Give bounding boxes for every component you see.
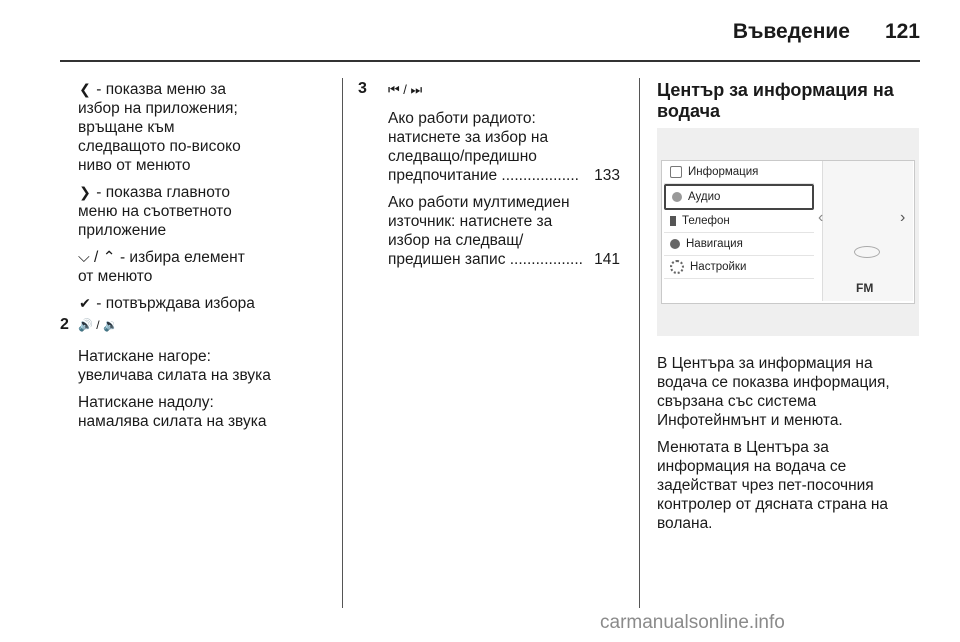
menu-item-info: Информация (664, 161, 814, 184)
seek-icon: ⏮ / ⏭ (388, 82, 423, 97)
info-para-2: Менютата в Центъра за информация на водача се задействат чрез пет-посочния контролер от дясната страна на волана. (657, 439, 889, 532)
item-text: избор на следващ/ (388, 232, 524, 249)
volume-icon: 🔊 / 🔉 (78, 318, 118, 332)
chevron-left-icon: ❮ (79, 81, 91, 97)
item-text: - показва меню за (92, 81, 226, 98)
screen-right-panel (822, 161, 913, 301)
item-text: намалява силата на звука (78, 413, 267, 430)
radio-para (388, 109, 628, 185)
checkmark-icon: ✔ (79, 295, 91, 311)
item-text: Ако работи мултимедиен (388, 194, 570, 211)
item-text: - потвърждава избора (92, 295, 255, 312)
item-number-3: 3 (358, 80, 367, 97)
item-checkmark (78, 294, 338, 313)
item-text: Натискане нагоре: (78, 348, 211, 365)
page-number: 121 (884, 20, 920, 43)
item-text: Ако работи радиото: (388, 110, 536, 127)
chevron-left-icon: ‹ (818, 209, 824, 226)
item-text: следващо/предишно (388, 148, 537, 165)
menu-item-phone: Телефон (664, 210, 814, 233)
item-chevron-right (78, 183, 338, 240)
screen-menu (664, 161, 814, 279)
item-text: увеличава силата на звука (78, 367, 271, 384)
info-center-screenshot (657, 128, 919, 336)
dial-icon (854, 246, 880, 258)
column-2 (388, 80, 628, 277)
phone-icon (670, 216, 676, 226)
page-reference: предпочитание .................. 133 (388, 167, 620, 184)
chevron-down-up-icon: ⌵ / ⌃ (78, 249, 116, 266)
section-title: Център за информация на водача (657, 80, 894, 121)
item-text: ниво от менюто (78, 157, 191, 174)
settings-icon (670, 260, 684, 274)
info-para-1: В Центъра за информация на водача се показва информация, свързана със система Инфотейнмънт и менюта. (657, 355, 890, 429)
column-3-body (657, 354, 927, 541)
chevron-right-icon: ❯ (79, 184, 91, 200)
display-frame (661, 160, 915, 304)
item-text: - показва главното (92, 184, 231, 201)
menu-item-navigation: Навигация (664, 233, 814, 256)
page-reference: предишен запис ................. 141 (388, 251, 620, 268)
item-number-2: 2 (60, 316, 69, 333)
item-text: - избира елемент (115, 249, 245, 266)
column-divider-2 (639, 78, 640, 608)
item-text: от менюто (78, 268, 153, 285)
item-text: следващото по-високо (78, 138, 241, 155)
item-text: приложение (78, 222, 167, 239)
item-text: избор на приложения; (78, 100, 238, 117)
item-text: натиснете за избор на (388, 129, 549, 146)
item-chevron-down-up (78, 248, 338, 286)
page-section-title: Въведение (732, 20, 850, 43)
item-text: връщане към (78, 119, 175, 136)
navigation-icon (670, 239, 680, 249)
item-2-para-2 (78, 393, 338, 431)
item-text: източник: натиснете за (388, 213, 553, 230)
menu-item-settings: Настройки (664, 256, 814, 279)
column-divider-1 (342, 78, 343, 608)
column-1 (78, 80, 338, 321)
item-text: Натискане надолу: (78, 394, 214, 411)
item-2-block (78, 316, 338, 439)
info-icon (670, 166, 682, 178)
item-text: меню на съответното (78, 203, 232, 220)
header-divider (60, 60, 920, 62)
chevron-right-icon: › (900, 209, 906, 226)
menu-item-audio: Аудио (664, 184, 814, 210)
watermark: carmanualsonline.info (600, 612, 785, 633)
item-chevron-left (78, 80, 338, 175)
band-label: FM (856, 281, 874, 295)
music-icon (672, 192, 682, 202)
item-2-para-1 (78, 347, 338, 385)
column-3 (657, 80, 927, 130)
media-para (388, 193, 628, 269)
